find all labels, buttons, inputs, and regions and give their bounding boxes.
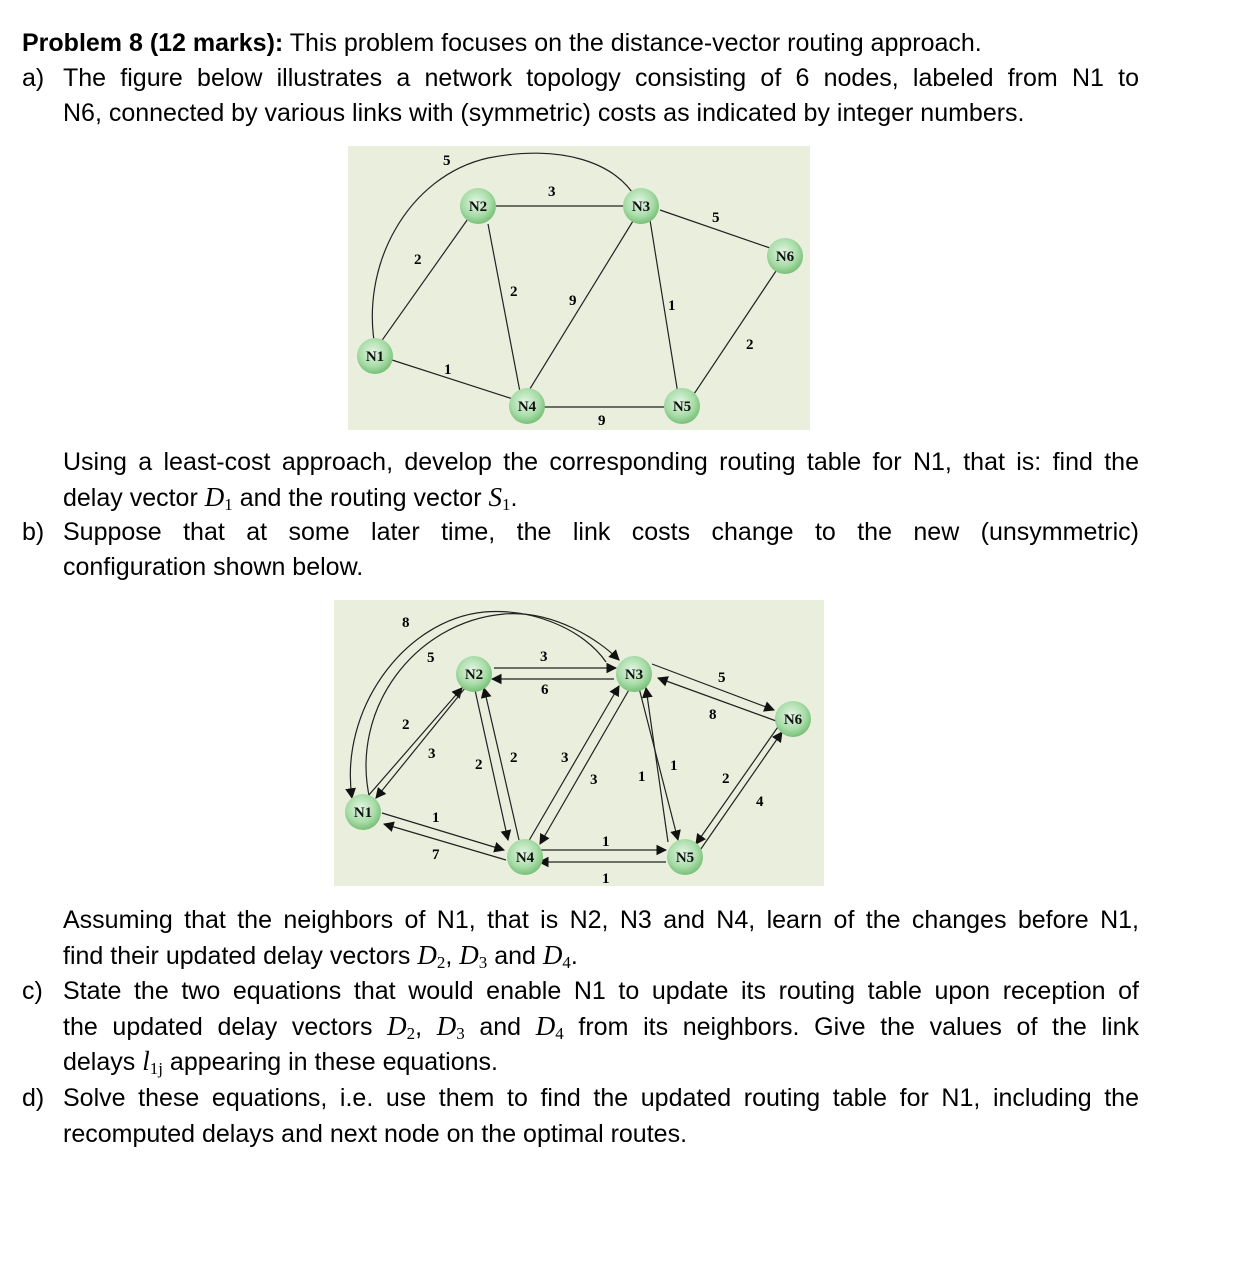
cost-n3-n6: 5	[718, 670, 726, 686]
arrow-n3-to-n4	[540, 688, 630, 844]
part-c-line1: State the two equations that would enable N1 to update its routing table upon reception of	[63, 977, 1139, 1005]
part-d-line2: recomputed delays and next node on the optimal routes.	[63, 1120, 688, 1148]
arrow-n4-to-n1	[384, 824, 506, 860]
part-a-line2: N6, connected by various links with (symmetric) costs as indicated by integer numbers.	[63, 99, 1025, 127]
cost-n3-n6: 5	[712, 210, 720, 226]
node-n3-label: N3	[631, 199, 651, 215]
part-b-after-line1: Assuming that the neighbors of N1, that is N2, N3 and N4, learn of the changes before N1,	[63, 906, 1139, 934]
cost-n2-n3: 3	[548, 184, 556, 200]
node-n4-label: N4	[517, 399, 537, 415]
node-n1-label: N1	[365, 349, 385, 365]
part-b-after-line2: find their updated delay vectors $D_2$, $D_3$ and $D_4$.	[63, 940, 578, 972]
problem-intro: This problem focuses on the distance-vector routing approach.	[283, 29, 982, 57]
arrow-n6-to-n5	[696, 724, 780, 844]
part-c-line2: the updated delay vectors $D_2$, $D_3$ and $D_4$ from its neighbors. Give the values of the link	[63, 1011, 1139, 1043]
cost-n4-n1: 7	[432, 847, 440, 863]
cost-n1-n3: 5	[427, 650, 435, 666]
link-n5-n6	[694, 268, 778, 394]
network-figure-symmetric	[348, 146, 810, 430]
part-d-line1: Solve these equations, i.e. use them to find the updated routing table for N1, including the	[63, 1084, 1139, 1112]
cost-n3-n1: 8	[402, 615, 410, 631]
node-n5-label: N5	[672, 399, 692, 415]
part-a-label: a)	[22, 64, 45, 92]
cost-n3-n2: 6	[541, 682, 549, 698]
cost-n3-n5: 1	[668, 298, 676, 314]
cost-n3-n5: 1	[670, 758, 678, 774]
node-n4-label: N4	[515, 850, 535, 866]
cost-n3-n4: 3	[561, 750, 569, 766]
cost-n5-n3: 1	[638, 769, 646, 785]
cost-n2-n4: 2	[510, 284, 518, 300]
part-b-line1: Suppose that at some later time, the link costs change to the new (unsymmetric)	[63, 518, 1139, 546]
cost-n2-n3: 3	[540, 649, 548, 665]
cost-n2-n1: 3	[428, 746, 436, 762]
network-graph-unsymmetric	[334, 600, 824, 886]
link-n1-n4	[392, 360, 513, 399]
cost-n5-n6: 2	[746, 337, 754, 353]
cost-n1-n2: 2	[414, 252, 422, 268]
network-figure-unsymmetric	[334, 600, 824, 886]
node-n2-label: N2	[468, 199, 488, 215]
cost-n6-n3: 8	[709, 707, 717, 723]
link-n2-n4	[488, 224, 520, 392]
network-graph-symmetric	[348, 146, 810, 430]
cost-n1-n4: 1	[444, 362, 452, 378]
cost-n1-n3: 5	[443, 153, 451, 169]
part-d-label: d)	[22, 1084, 45, 1112]
cost-n5-n4: 1	[602, 871, 610, 886]
part-b-label: b)	[22, 518, 45, 546]
arrow-n5-to-n3	[646, 688, 668, 842]
part-a-after-line2: delay vector $D_1$ and the routing vector $S_1$.	[63, 482, 518, 514]
node-n2-label: N2	[464, 667, 484, 683]
arrow-n2-to-n1	[376, 682, 470, 798]
problem-title: Problem 8 (12 marks):	[22, 29, 284, 57]
cost-n5-n6: 4	[756, 794, 764, 810]
node-n3-label: N3	[624, 667, 644, 683]
cost-n1-n4: 1	[432, 810, 440, 826]
cost-n1-n2: 2	[402, 717, 410, 733]
arrow-n5-to-n6	[696, 732, 782, 856]
cost-n4-n5: 1	[602, 834, 610, 850]
link-n1-n3	[372, 153, 638, 352]
node-n5-label: N5	[675, 850, 695, 866]
part-a-line1: The figure below illustrates a network topology consisting of 6 nodes, labeled from N1 to	[63, 64, 1139, 92]
arrow-n3-to-n6	[652, 664, 774, 710]
cost-n4-n3: 3	[590, 772, 598, 788]
node-n6-label: N6	[783, 712, 803, 728]
problem-heading	[22, 26, 982, 61]
arrow-n1-to-n4	[382, 813, 504, 850]
arrow-n1-to-n2	[368, 688, 462, 796]
cost-n4-n2: 2	[475, 757, 483, 773]
node-n1-label: N1	[353, 805, 373, 821]
cost-n6-n5: 2	[722, 771, 730, 787]
arrow-n4-to-n3	[527, 686, 619, 844]
cost-n4-n5: 9	[598, 413, 606, 429]
part-b-line2: configuration shown below.	[63, 553, 364, 581]
node-n6-label: N6	[775, 249, 795, 265]
part-c-line3: delays $l_{1j}$ appearing in these equations.	[63, 1046, 498, 1078]
cost-n3-n4: 9	[569, 293, 577, 309]
part-a-after-line1: Using a least-cost approach, develop the corresponding routing table for N1, that is: find the	[63, 448, 1139, 476]
link-n3-n4	[528, 221, 633, 392]
cost-n2-n4: 2	[510, 750, 518, 766]
part-c-label: c)	[22, 977, 43, 1005]
